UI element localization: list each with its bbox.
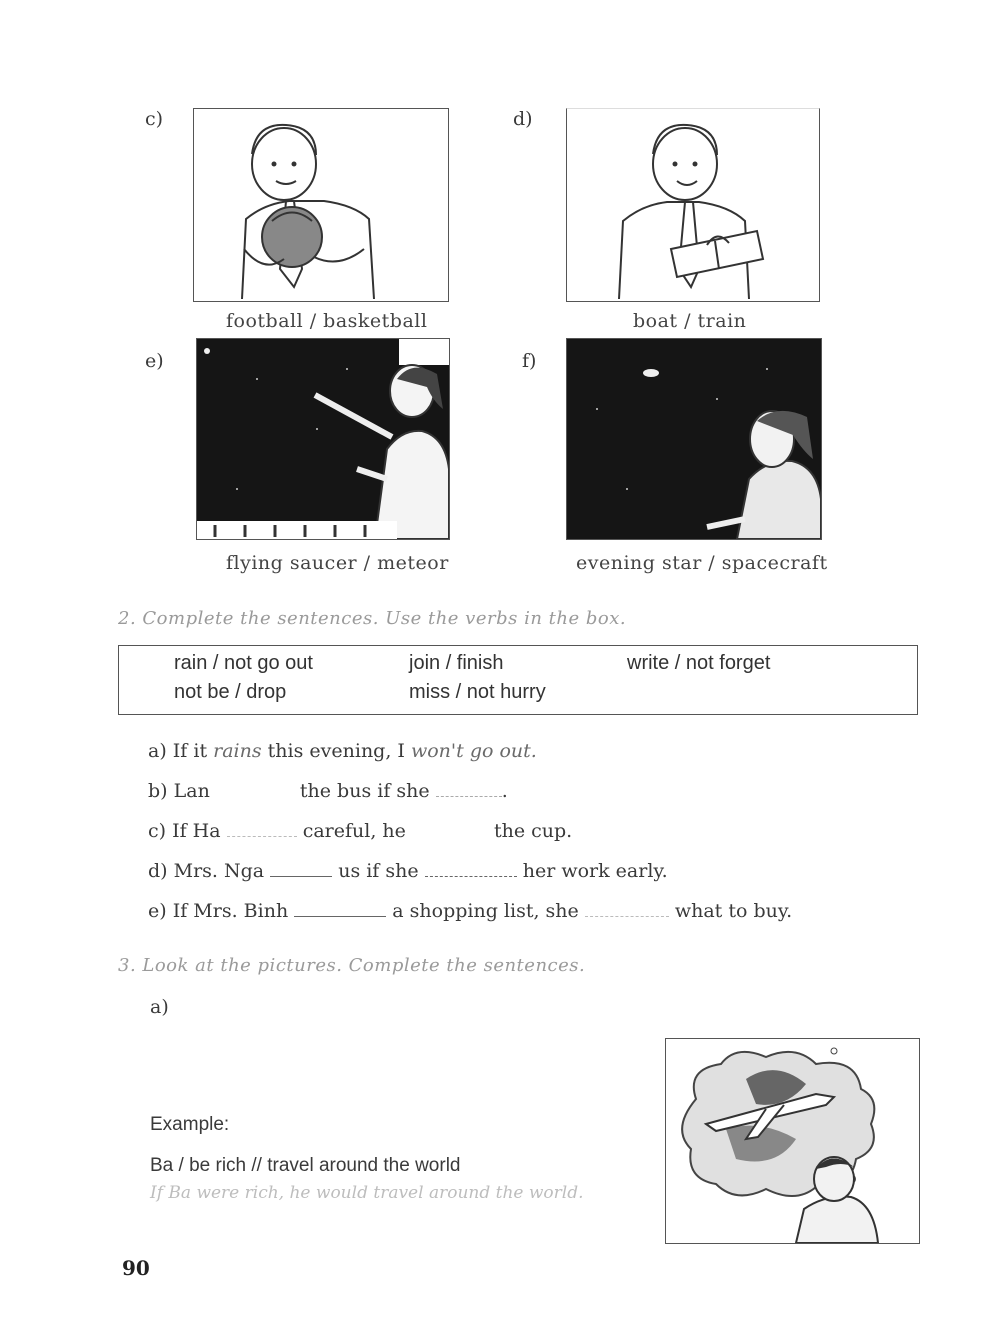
verb-4: not be / drop — [174, 681, 287, 703]
exercise-3-item-letter: a) — [150, 996, 169, 1018]
verb-3: write / not forget — [627, 652, 771, 674]
verb-1: rain / not go out — [174, 652, 313, 674]
item-letter-e: e) — [145, 350, 164, 372]
page-number: 90 — [122, 1256, 150, 1280]
night-sky-girl-illustration — [197, 339, 449, 539]
picture-boy-dreaming-of-plane — [665, 1038, 920, 1244]
night-sky-woman-illustration — [567, 339, 821, 539]
example-verb-1: rains — [213, 740, 262, 762]
blank-b2[interactable] — [436, 796, 502, 797]
example-label: Example: — [150, 1114, 230, 1135]
picture-woman-looking-at-sky — [566, 338, 822, 540]
blank-c2[interactable] — [412, 836, 488, 837]
boy-dreaming-airplane-illustration — [666, 1039, 919, 1243]
exercise-3-heading: 3. Look at the pictures. Complete the sentences. — [118, 955, 586, 976]
caption-e: flying saucer / meteor — [226, 552, 449, 574]
blank-b1[interactable] — [216, 796, 294, 797]
item-letter-d: d) — [513, 108, 533, 130]
exercise-2-heading: 2. Complete the sentences. Use the verbs in the box. — [118, 608, 627, 629]
verb-5: miss / not hurry — [409, 681, 546, 703]
picture-boy-with-ball-gift — [193, 108, 449, 302]
caption-f: evening star / spacecraft — [576, 552, 828, 574]
caption-c: football / basketball — [226, 310, 428, 332]
boy-holding-wrapped-ball-illustration — [194, 109, 448, 301]
sentence-b: b) Lan the bus if she . — [148, 780, 508, 802]
item-letter-c: c) — [145, 108, 164, 130]
example-answer: If Ba were rich, he would travel around the world. — [150, 1183, 584, 1203]
blank-c1[interactable] — [227, 836, 297, 837]
blank-e2[interactable] — [585, 916, 669, 917]
picture-boy-with-box-gift — [566, 108, 820, 302]
boy-holding-wrapped-box-illustration — [567, 109, 819, 301]
example-verb-2: won't go out. — [410, 740, 537, 762]
sentence-e: e) If Mrs. Binh a shopping list, she what to buy. — [148, 900, 793, 922]
picture-girl-pointing-at-sky — [196, 338, 450, 540]
verb-2: join / finish — [409, 652, 504, 674]
sentence-d: d) Mrs. Nga us if she her work early. — [148, 860, 668, 882]
sentence-c: c) If Ha careful, he the cup. — [148, 820, 573, 842]
blank-d1[interactable] — [270, 876, 332, 877]
sentence-a: a) If it rains this evening, I won't go out. — [148, 740, 537, 762]
item-letter-f: f) — [522, 350, 537, 372]
verb-box — [118, 645, 918, 715]
example-prompt: Ba / be rich // travel around the world — [150, 1155, 461, 1176]
caption-d: boat / train — [633, 310, 747, 332]
blank-d2[interactable] — [425, 876, 517, 877]
blank-e1[interactable] — [294, 916, 386, 917]
